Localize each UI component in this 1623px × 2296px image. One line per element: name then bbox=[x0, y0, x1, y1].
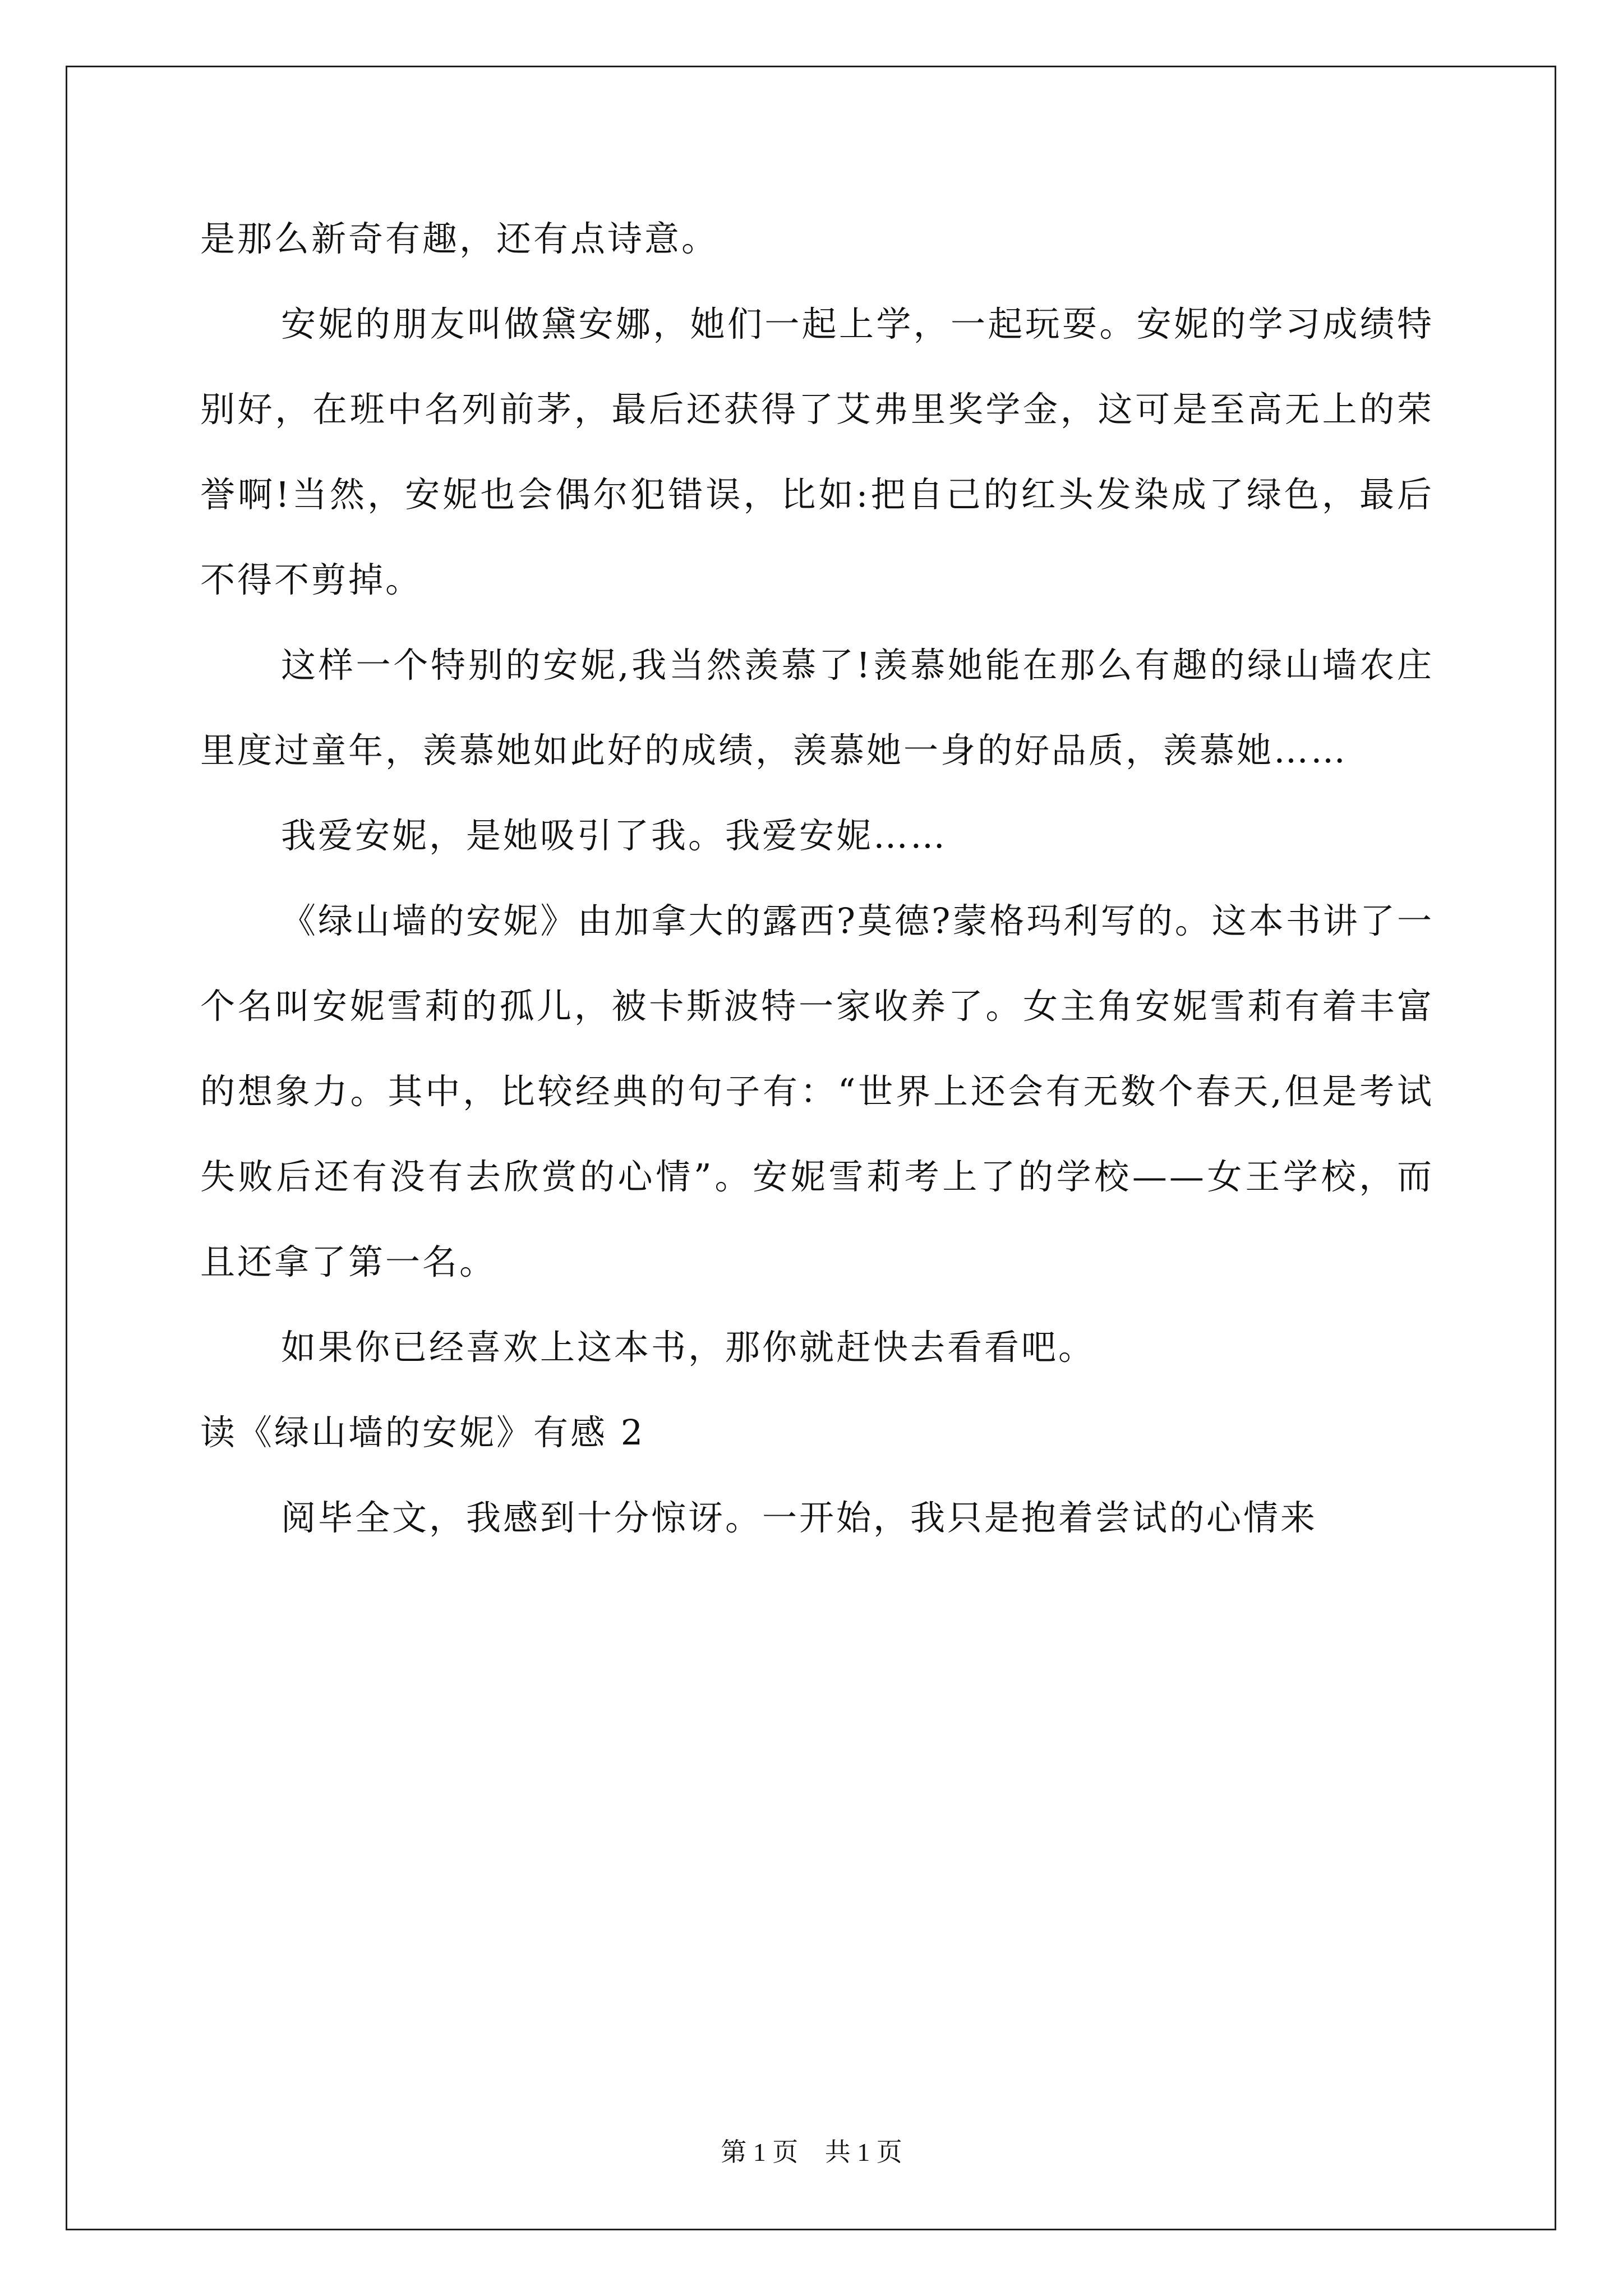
paragraph-4: 我爱安妮，是她吸引了我。我爱安妮…… bbox=[281, 815, 948, 856]
paragraph-1: 是那么新奇有趣，还有点诗意。 bbox=[200, 218, 719, 259]
paragraph-3: 这样一个特别的安妮,我当然羡慕了!羡慕她能在那么有趣的绿山墙农庄里度过童年，羡慕她如此好的成绩，羡慕她一身的好品质，羡慕她…… bbox=[200, 645, 1434, 771]
page-total: 共 1 页 bbox=[824, 2138, 902, 2166]
paragraph-7: 阅毕全文，我感到十分惊讶。一开始，我只是抱着尝试的心情来 bbox=[281, 1497, 1318, 1538]
page-number: 第 1 页 bbox=[721, 2138, 799, 2166]
section-heading: 读《绿山墙的安妮》有感 2 bbox=[200, 1412, 645, 1453]
paragraph-6: 如果你已经喜欢上这本书，那你就赶快去看看吧。 bbox=[281, 1327, 1096, 1368]
page-footer bbox=[0, 2132, 1623, 2169]
document-body bbox=[200, 196, 1434, 1561]
paragraph-2: 安妮的朋友叫做黛安娜，她们一起上学，一起玩耍。安妮的学习成绩特别好，在班中名列前茅，最后还获得了艾弗里奖学金，这可是至高无上的荣誉啊!当然，安妮也会偶尔犯错误，比如:把自己的红头发染成了绿色，最后不得不剪掉。 bbox=[200, 303, 1434, 600]
paragraph-5: 《绿山墙的安妮》由加拿大的露西?莫德?蒙格玛利写的。这本书讲了一个名叫安妮雪莉的孤儿，被卡斯波特一家收养了。女主角安妮雪莉有着丰富的想象力。其中，比较经典的句子有：“世界上还会有无数个春天,但是考试失败后还有没有去欣赏的心情”。安妮雪莉考上了的学校——女王学校，而且还拿了第一名。 bbox=[200, 900, 1434, 1282]
